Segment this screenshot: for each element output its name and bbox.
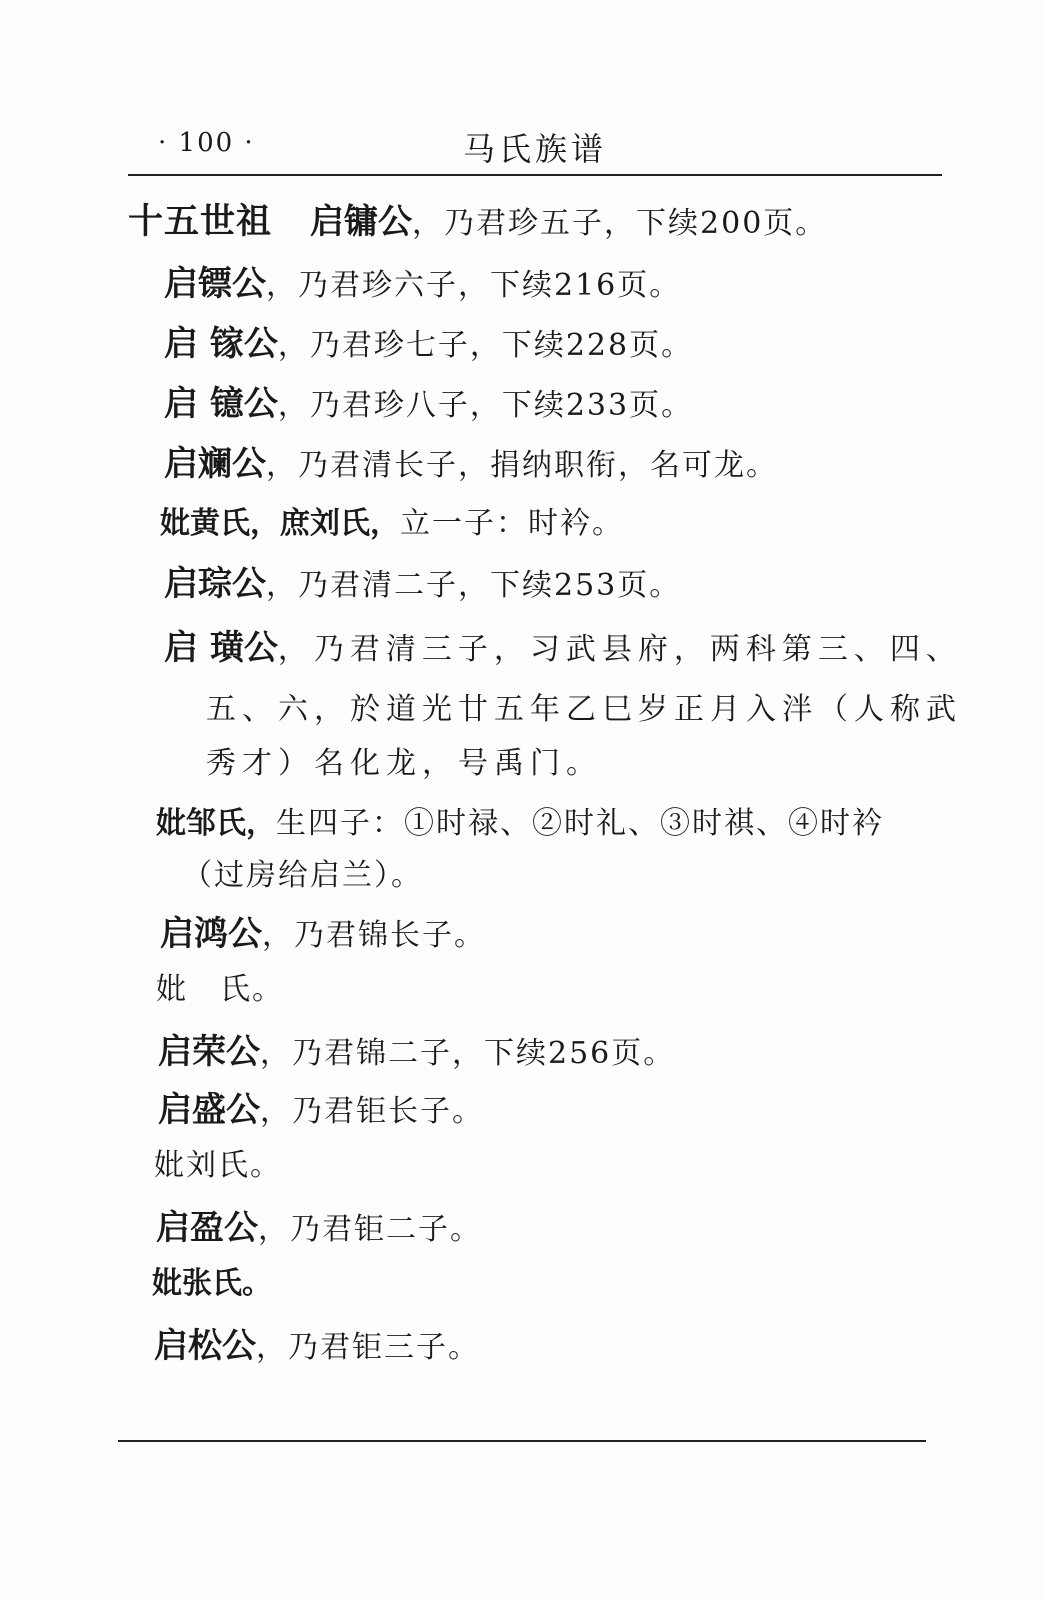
entry-text: ，乃君清二子，下续253页。 xyxy=(266,568,682,603)
entry-text: ，乃君珍八子，下续233页。 xyxy=(277,388,694,423)
entry-qihuang-continued xyxy=(206,690,962,730)
entry-name: 启镖公 xyxy=(164,264,266,304)
entry-name: 启琮公 xyxy=(164,564,266,604)
entry-qisheng xyxy=(158,1090,484,1132)
entry-qiying xyxy=(156,1208,482,1250)
entry-name: 启斓公 xyxy=(164,444,266,484)
entry-qicong xyxy=(164,564,681,606)
footer-rule xyxy=(118,1440,926,1442)
entry-name: 启盛公 xyxy=(158,1090,260,1130)
entry-qiyi xyxy=(164,384,693,426)
generation-title: 十五世祖 xyxy=(128,202,273,242)
entry-qihuang-continued xyxy=(206,744,602,784)
spouse-text: 立一子：时衿。 xyxy=(400,506,624,541)
entry-text-continued: 五、六，於道光廿五年乙巳岁正月入泮（人称武 xyxy=(206,692,962,727)
spouse-name: 妣邹氏， xyxy=(156,806,276,841)
book-title: 马氏族谱 xyxy=(462,130,607,168)
spouse-text-continued: （过房给启兰）。 xyxy=(182,858,423,893)
header-rule xyxy=(128,174,942,176)
spouse-text: 妣 氏。 xyxy=(156,972,284,1007)
entry-qiyong xyxy=(128,202,827,244)
entry-qisong xyxy=(154,1326,480,1368)
entry-text-continued: 秀才）名化龙，号禹门。 xyxy=(206,746,602,781)
entry-text: ，乃君锦二子，下续256页。 xyxy=(260,1036,676,1071)
entry-text: ，乃君清三子，习武县府，两科第三、四、 xyxy=(277,632,962,667)
entry-name: 启镛公 xyxy=(310,202,413,242)
spouse-line-liu xyxy=(154,1146,282,1186)
entry-name: 启鸿公 xyxy=(160,914,262,954)
entry-text: ，乃君钜长子。 xyxy=(260,1094,484,1129)
entry-name: 启 镱公 xyxy=(164,384,278,424)
entry-qihong xyxy=(160,914,486,956)
spouse-line-huang xyxy=(160,504,624,544)
entry-text: ，乃君钜二子。 xyxy=(258,1212,482,1247)
entry-text: ，乃君珍五子，下续200页。 xyxy=(412,206,828,241)
entry-name: 启荣公 xyxy=(158,1032,260,1072)
entry-text: ，乃君钜三子。 xyxy=(256,1330,480,1365)
entry-name: 启松公 xyxy=(154,1326,256,1366)
entry-qilan xyxy=(164,444,778,486)
spouse-text: 妣刘氏。 xyxy=(154,1148,282,1183)
entry-name: 启 镓公 xyxy=(164,324,278,364)
spouse-line-zhang xyxy=(152,1264,272,1304)
page-header xyxy=(128,120,942,172)
entry-text: ，乃君珍七子，下续228页。 xyxy=(277,328,694,363)
entry-name: 启 璜公 xyxy=(164,628,278,668)
entry-text: ，乃君珍六子，下续216页。 xyxy=(266,268,682,303)
spouse-name: 妣黄氏，庶刘氏， xyxy=(160,506,400,541)
spouse-line-zou-continued xyxy=(182,856,423,896)
spouse-line-unknown xyxy=(156,970,284,1010)
entry-text: ，乃君锦长子。 xyxy=(262,918,486,953)
page-number: · 100 · xyxy=(158,128,255,158)
entry-qihuang xyxy=(164,628,962,670)
entry-text: ，乃君清长子，捐纳职衔，名可龙。 xyxy=(266,448,778,483)
entry-qijia xyxy=(164,324,693,366)
entry-name: 启盈公 xyxy=(156,1208,258,1248)
spouse-line-zou xyxy=(156,804,884,844)
entry-qibiao xyxy=(164,264,681,306)
spouse-name: 妣张氏。 xyxy=(152,1266,272,1301)
spouse-text: 生四子：①时禄、②时礼、③时祺、④时衿 xyxy=(276,806,884,841)
entry-qirong xyxy=(158,1032,675,1074)
